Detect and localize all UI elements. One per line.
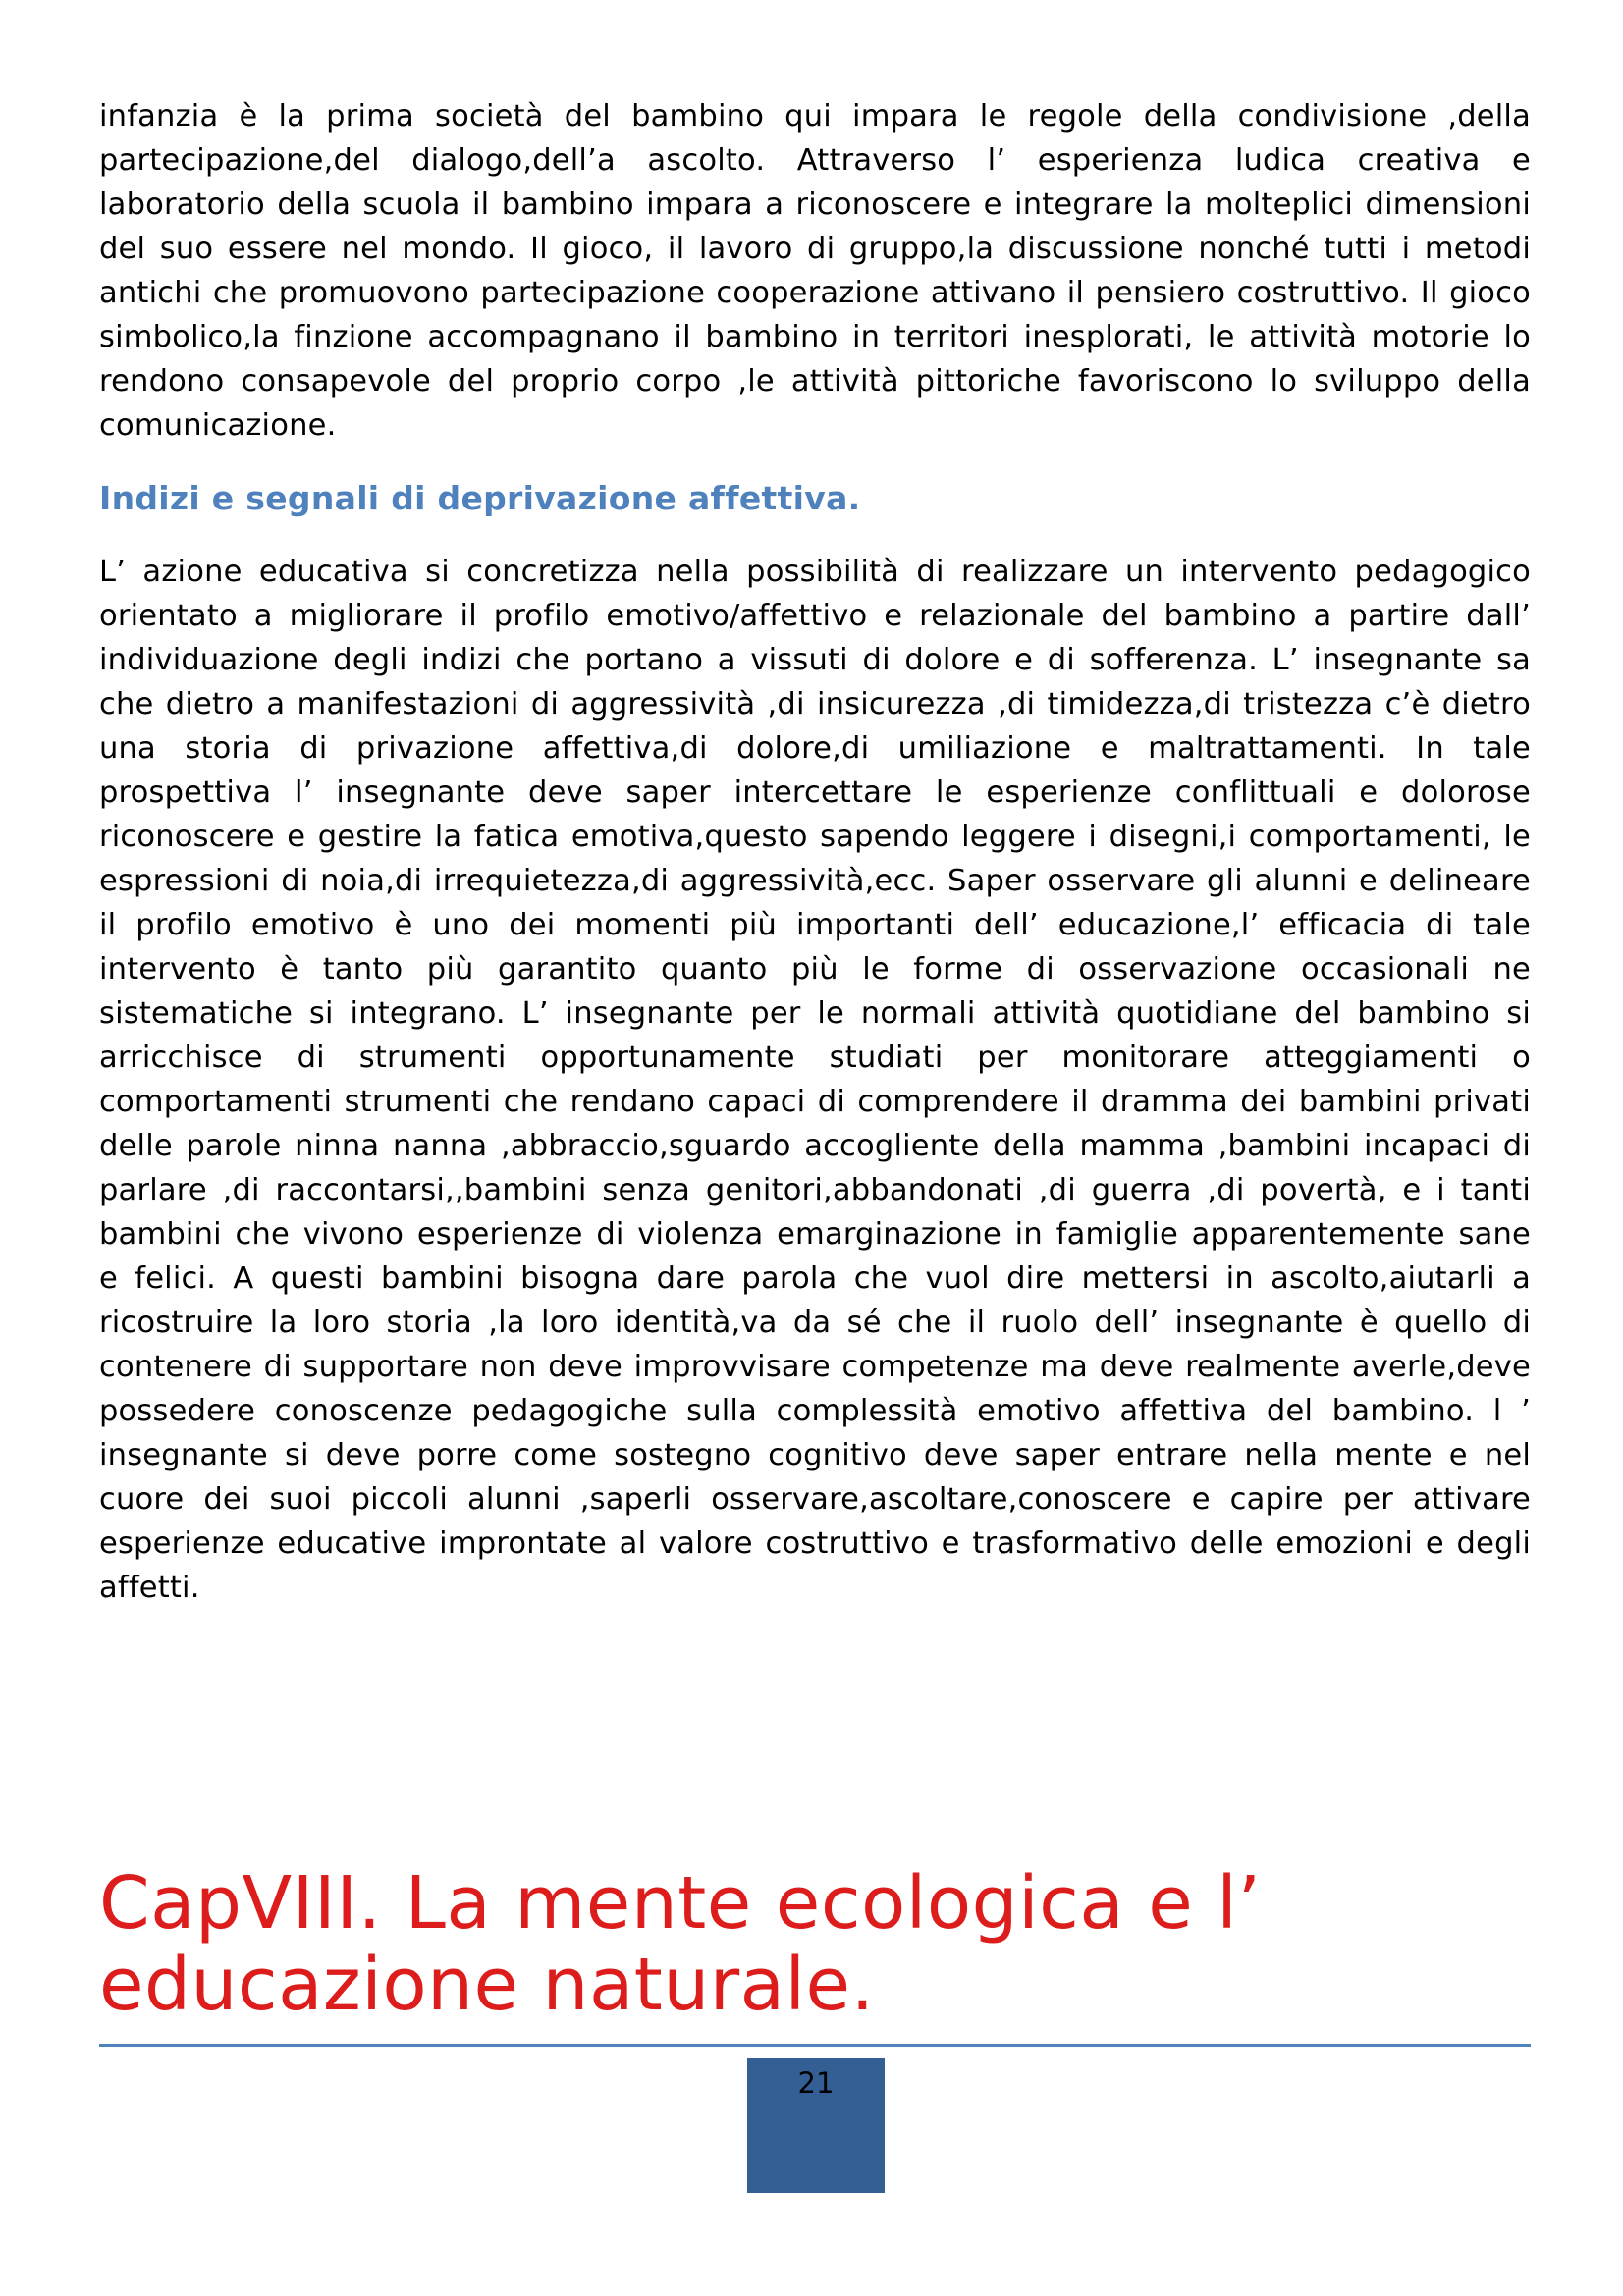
page-number-badge (747, 2058, 885, 2193)
document-body (99, 94, 1531, 1610)
chapter-title: CapVIII. La mente ecologica e l’ educazione naturale. (99, 1861, 1262, 2027)
body-paragraph-1: infanzia è la prima società del bambino qui impara le regole della condivisione ,della partecipazione,del dialogo,dell’a ascolto. Attraverso l’ esperienza ludica creativa e laboratorio della scuola il bambino impara a riconoscere e integrare la molteplici dimensioni del suo essere nel mondo. Il gioco, il lavoro di gruppo,la discussione nonché tutti i metodi antichi che promuovono partecipazione cooperazione attivano il pensiero costruttivo. Il gioco simbolico,la finzione accompagnano il bambino in territori inesplorati, le attività motorie lo rendono consapevole del proprio corpo ,le attività pittoriche favoriscono lo sviluppo della comunicazione. (99, 99, 1531, 443)
footer-divider (99, 2044, 1531, 2047)
section-heading: Indizi e segnali di deprivazione affettiva. (99, 479, 861, 517)
body-paragraph-2: L’ azione educativa si concretizza nella possibilità di realizzare un intervento pedagogico orientato a migliorare il profilo emotivo/affettivo e relazionale del bambino a partire dall’ individuazione degli indizi che portano a vissuti di dolore e di sofferenza. L’ insegnante sa che dietro a manifestazioni di aggressività ,di insicurezza ,di timidezza,di tristezza c’è dietro una storia di privazione affettiva,di dolore,di umiliazione e maltrattamenti. In tale prospettiva l’ insegnante deve saper intercettare le esperienze conflittuali e dolorose riconoscere e gestire la fatica emotiva,questo sapendo leggere i disegni,i comportamenti, le espressioni di noia,di irrequietezza,di aggressività,ecc. Saper osservare gli alunni e delineare il profilo emotivo è uno dei momenti più importanti dell’ educazione,l’ efficacia di tale intervento è tanto più garantito quanto più le forme di osservazione occasionali ne sistematiche si integrano. L’ insegnante per le normali attività quotidiane del bambino si arricchisce di strumenti opportunamente studiati per monitorare atteggiamenti o comportamenti strumenti che rendano capaci di comprendere il dramma dei bambini privati delle parole ninna nanna ,abbraccio,sguardo accogliente della mamma ,bambini incapaci di parlare ,di raccontarsi,,bambini senza genitori,abbandonati ,di guerra ,di povertà, e i tanti bambini che vivono esperienze di violenza emarginazione in famiglie apparentemente sane e felici. A questi bambini bisogna dare parola che vuol dire mettersi in ascolto,aiutarli a ricostruire la loro storia ,la loro identità,va da sé che il ruolo dell’ insegnante è quello di contenere di supportare non deve improvvisare competenze ma deve realmente averle,deve possedere conoscenze pedagogiche sulla complessità emotivo affettiva del bambino. l ’ insegnante si deve porre come sostegno cognitivo deve saper entrare nella mente e nel cuore dei suoi piccoli alunni ,saperli osservare,ascoltare,conoscere e capire per attivare esperienze educative improntate al valore costruttivo e trasformativo delle emozioni e degli affetti. (99, 555, 1531, 1605)
page-number: 21 (797, 2066, 835, 2100)
